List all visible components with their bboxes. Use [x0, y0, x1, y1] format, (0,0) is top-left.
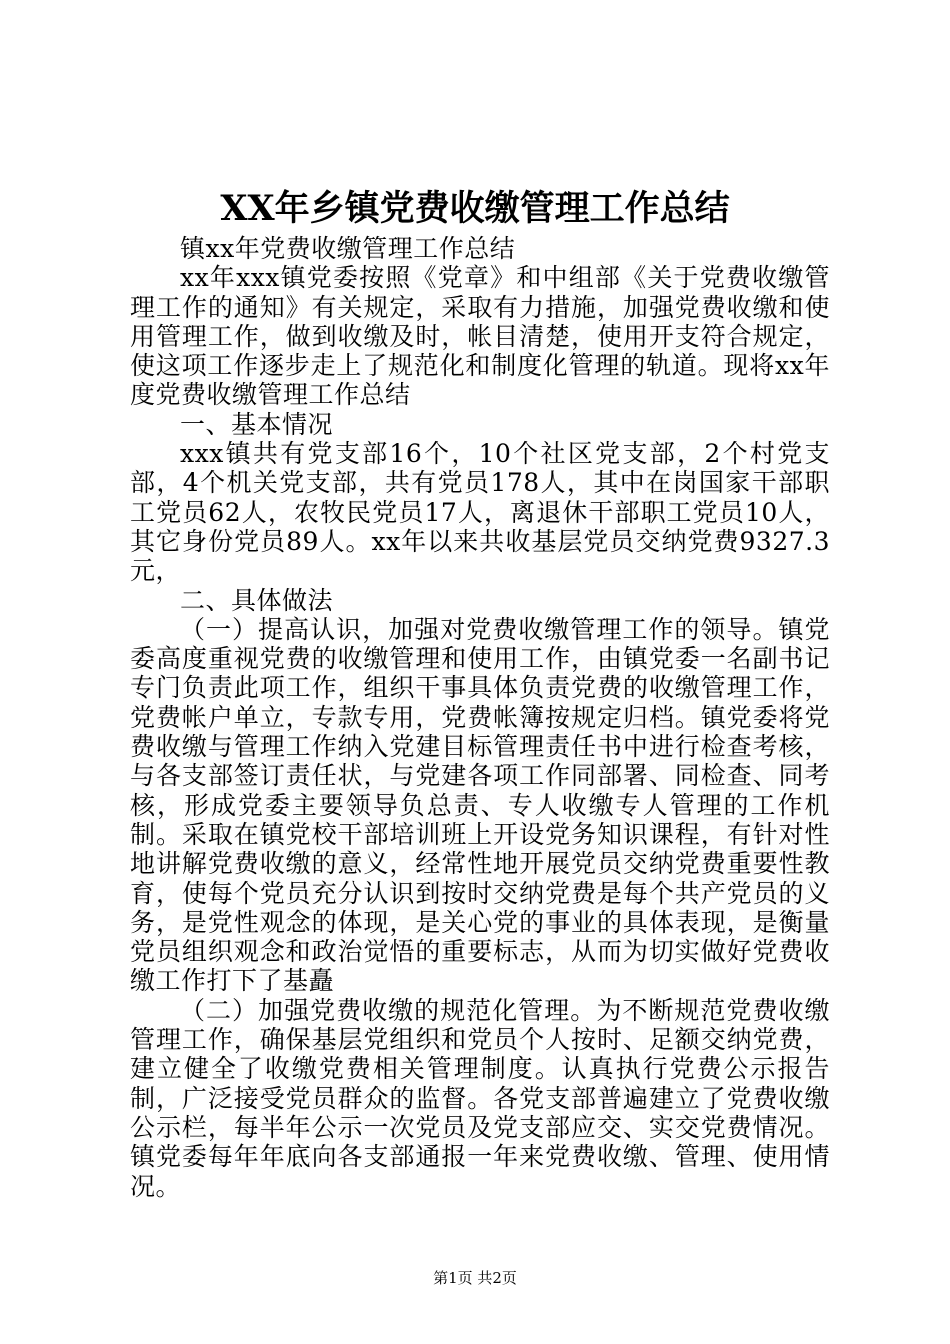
- paragraph-intro: xx年xxx镇党委按照《党章》和中组部《关于党费收缴管理工作的通知》有关规定，采取有力措施，加强党费收缴和使用管理工作，做到收缴及时，帐目清楚，使用开支符合规定，使这项工作逐步走上了规范化和制度化管理的轨道。现将xx年度党费收缴管理工作总结: [130, 263, 830, 410]
- section-heading-basic-situation: 一、基本情况: [180, 409, 334, 439]
- section-heading-specific-methods: 二、具体做法: [180, 585, 334, 615]
- document-body: [130, 234, 830, 1201]
- page-number-footer: 第1页 共2页: [433, 1269, 517, 1287]
- paragraph-subtitle: 镇xx年党费收缴管理工作总结: [180, 234, 516, 263]
- document-title: XX年乡镇党费收缴管理工作总结: [220, 188, 730, 229]
- paragraph-method-one: （一）提高认识，加强对党费收缴管理工作的领导。镇党委高度重视党费的收缴管理和使用工作，由镇党委一名副书记专门负责此项工作，组织干事具体负责党费的收缴管理工作，党费帐户单立，专款专用，党费帐簿按规定归档。镇党委将党费收缴与管理工作纳入党建目标管理责任书中进行检查考核，与各支部签订责任状，与党建各项工作同部署、同检查、同考核，形成党委主要领导负总责、专人收缴专人管理的工作机制。采取在镇党校干部培训班上开设党务知识课程，有针对性地讲解党费收缴的意义，经常性地开展党员交纳党费重要性教育，使每个党员充分认识到按时交纳党费是每个共产党员的义务，是党性观念的体现，是关心党的事业的具体表现，是衡量党员组织观念和政治觉悟的重要标志，从而为切实做好党费收缴工作打下了基矗: [130, 614, 830, 996]
- paragraph-basic-situation: xxx镇共有党支部16个，10个社区党支部，2个村党支部，4个机关党支部，共有党员178人，其中在岗国家干部职工党员62人，农牧民党员17人，离退休干部职工党员10人，其它身份党员89人。xx年以来共收基层党员交纳党费9327.3元，: [130, 439, 830, 586]
- paragraph-method-two: （二）加强党费收缴的规范化管理。为不断规范党费收缴管理工作，确保基层党组织和党员个人按时、足额交纳党费，建立健全了收缴党费相关管理制度。认真执行党费公示报告制，广泛接受党员群众的监督。各党支部普遍建立了党费收缴公示栏，每半年公示一次党员及党支部应交、实交党费情况。镇党委每年年底向各支部通报一年来党费收缴、管理、使用情况。: [130, 995, 830, 1201]
